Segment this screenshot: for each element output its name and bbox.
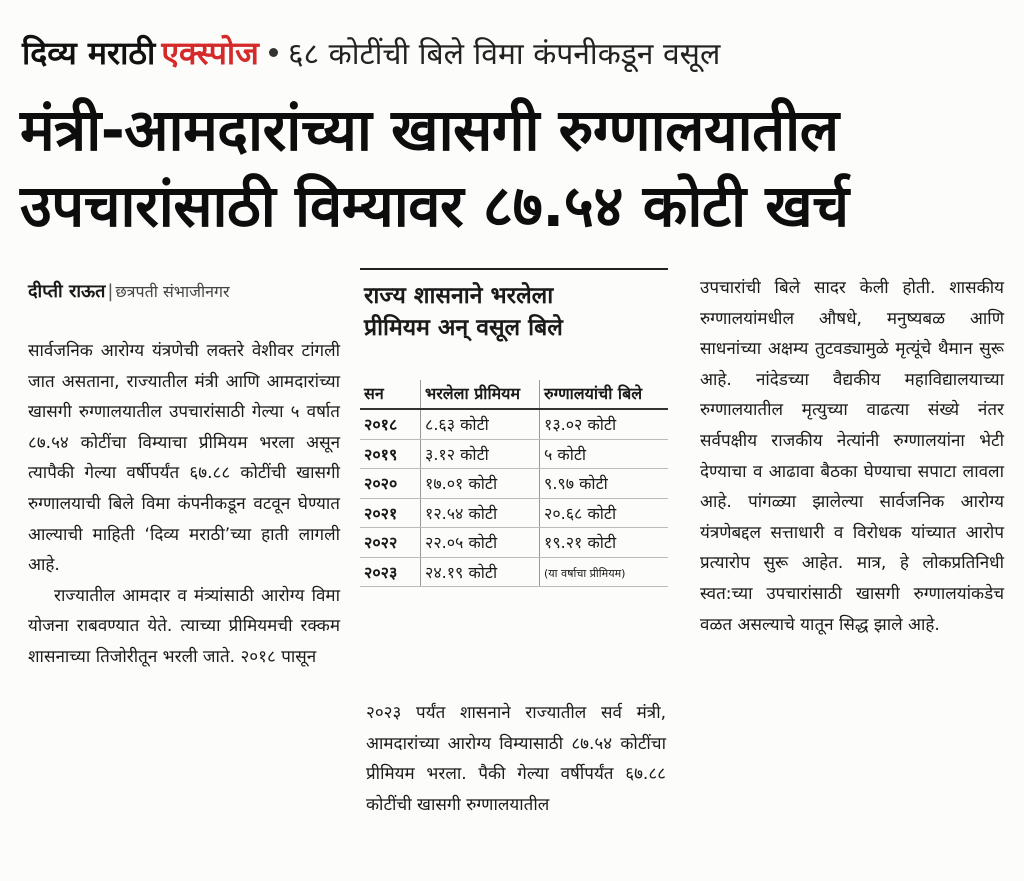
cell-premium: २४.१९ कोटी [421,557,540,587]
kicker-bar [22,26,1007,78]
headline-line-1: मंत्री-आमदारांच्या खासगी रुग्णालयातील [20,96,839,164]
table-row [360,498,668,528]
kicker-subhead: ६८ कोटींची बिले विमा कंपनीकडून वसूल [287,36,721,72]
table-title-line-2: प्रीमियम अन् वसूल बिले [364,315,563,341]
paragraph: २०२३ पर्यंत शासनाने राज्यातील सर्व मंत्री, आमदारांच्या आरोग्य विम्यासाठी ८७.५४ कोटींचा प्रीमियम भरला. पैकी गेल्या वर्षीपर्यंत ६७.८८ कोटींची खासगी रुग्णालयातील [366,703,666,815]
expose-tag: एक्स्पोज [161,33,259,72]
table-row [360,528,668,558]
headline-line-2: उपचारांसाठी विम्यावर ८७.५४ कोटी खर्च [20,172,849,240]
cell-premium: २२.०५ कोटी [421,528,540,558]
header-bills: रुग्णालयांची बिले [540,380,669,409]
cell-bills: १३.०२ कोटी [540,409,669,439]
table-title-line-1: राज्य शासनाने भरलेला [364,283,554,309]
table-row [360,469,668,499]
cell-year: २०१९ [360,439,421,469]
article-column-2 [366,698,666,820]
table-title [364,280,664,344]
cell-bills: ५ कोटी [540,439,669,469]
byline [28,279,230,303]
table-row [360,557,668,587]
bullet-icon [269,48,278,57]
cell-bills: २०.६८ कोटी [540,498,669,528]
cell-year: २०२२ [360,528,421,558]
paragraph: सार्वजनिक आरोग्य यंत्रणेची लक्तरे वेशीवर टांगली जात असताना, राज्यातील मंत्री आणि आमदारांच्या खासगी रुग्णालयातील उपचारांसाठी गेल्या ५ वर्षात ८७.५४ कोटींचा विम्याचा प्रीमियम भरला असून त्यापैकी गेल्या वर्षीपर्यंत ६७.८८ कोटींची खासगी रुग्णालयाची बिले विमा कंपनीकडून वटवून घेण्यात आल्याची माहिती ‘दिव्य मराठी’च्या हाती लागली आहे. [28,341,340,576]
paragraph: उपचारांची बिले सादर केली होती. शासकीय रुग्णालयांमधील औषधे, मनुष्यबळ आणि साधनांच्या अक्षम्य तुटवड्यामुळे मृत्यूंचे थैमान सुरू आहे. नांदेडच्या वैद्यकीय महाविद्यालयाच्या रुग्णालयातील मृत्युच्या वाढत्या संख्ये नंतर सर्वपक्षीय राजकीय नेत्यांनी रुग्णालयांना भेटी देण्याचा व आढावा बैठका घेण्याचा सपाटा लावला आहे. पांगळ्या झालेल्या सार्वजनिक आरोग्य यंत्रणेबद्दल सत्ताधारी व विरोधक यांच्यात आरोप प्रत्यारोप सुरू आहेत. मात्र, हे लोकप्रतिनिधी स्वत:च्या उपचारांसाठी खासगी रुग्णालयांकडेच वळत असल्याचे यातून सिद्ध झाले आहे. [700,278,1004,635]
dateline-location: छत्रपती संभाजीनगर [115,282,230,301]
brand-name: दिव्य मराठी [22,33,156,72]
table-row [360,409,668,439]
box-top-rule [360,268,668,270]
paragraph: राज्यातील आमदार व मंत्र्यांसाठी आरोग्य विमा योजना राबवण्यात येते. त्याच्या प्रीमियमची रक्कम शासनाच्या तिजोरीतून भरली जाते. २०१८ पासून [28,585,340,667]
headline [20,92,1010,244]
header-premium: भरलेला प्रीमियम [421,380,540,409]
table-header-row [360,380,668,409]
cell-premium: १७.०१ कोटी [421,469,540,499]
premium-note: (या वर्षाचा प्रीमियम) [544,567,626,581]
table-row [360,439,668,469]
cell-bills: १९.२१ कोटी [540,528,669,558]
premium-table [360,380,668,587]
byline-separator: | [107,281,114,302]
author-name: दीप्ती राऊत [28,281,106,302]
cell-premium: ८.६३ कोटी [421,409,540,439]
cell-bills [540,557,669,587]
article-column-1 [28,336,340,673]
header-year: सन [360,380,421,409]
article-column-3 [700,273,1004,640]
cell-bills: ९.९७ कोटी [540,469,669,499]
cell-year: २०२३ [360,557,421,587]
cell-premium: १२.५४ कोटी [421,498,540,528]
cell-year: २०२० [360,469,421,499]
cell-year: २०२१ [360,498,421,528]
cell-year: २०१८ [360,409,421,439]
cell-premium: ३.१२ कोटी [421,439,540,469]
